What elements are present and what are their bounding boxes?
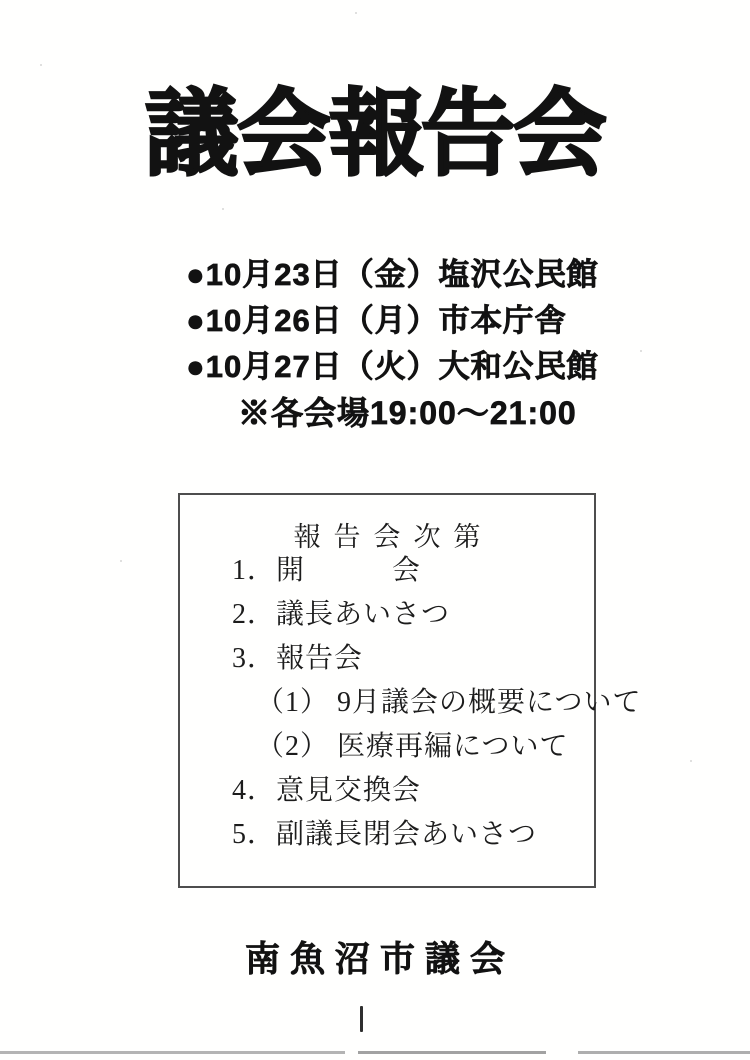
schedule-list bbox=[186, 252, 599, 436]
agenda-item: 3．報告会 bbox=[232, 643, 364, 674]
agenda-item: 5．副議長閉会あいさつ bbox=[232, 819, 538, 850]
scan-speck bbox=[355, 12, 357, 14]
agenda-subitem: （2） 医療再編について bbox=[256, 731, 569, 762]
schedule-item: ●10月23日（金）塩沢公民館 bbox=[186, 257, 599, 292]
scan-pen-mark bbox=[360, 1006, 363, 1032]
time-note: ※各会場19:00～21:00 bbox=[238, 395, 577, 431]
agenda-items bbox=[232, 549, 642, 857]
scan-edge-line bbox=[0, 1051, 345, 1054]
scan-edge-line bbox=[578, 1051, 750, 1054]
agenda-box bbox=[178, 493, 642, 888]
scan-speck bbox=[120, 560, 122, 562]
schedule-item: ●10月27日（火）大和公民館 bbox=[186, 349, 599, 384]
scan-speck bbox=[690, 760, 692, 762]
page-title: 議会報告会 bbox=[144, 81, 605, 186]
footer-organization-name: 南魚沼市議会 bbox=[244, 940, 515, 979]
schedule-item: ●10月26日（月）市本庁舎 bbox=[186, 303, 567, 338]
scan-edge-line bbox=[358, 1051, 546, 1054]
agenda-subitem: （1） 9月議会の概要について bbox=[256, 687, 642, 718]
agenda-item: 2．議長あいさつ bbox=[232, 599, 451, 630]
scan-speck bbox=[40, 64, 42, 66]
agenda-item: 4．意見交換会 bbox=[232, 775, 422, 806]
scan-speck bbox=[640, 350, 642, 352]
scan-speck bbox=[222, 208, 224, 210]
agenda-item: 1．開 会 bbox=[232, 555, 422, 586]
agenda-heading: 報告会次第 bbox=[293, 522, 494, 552]
